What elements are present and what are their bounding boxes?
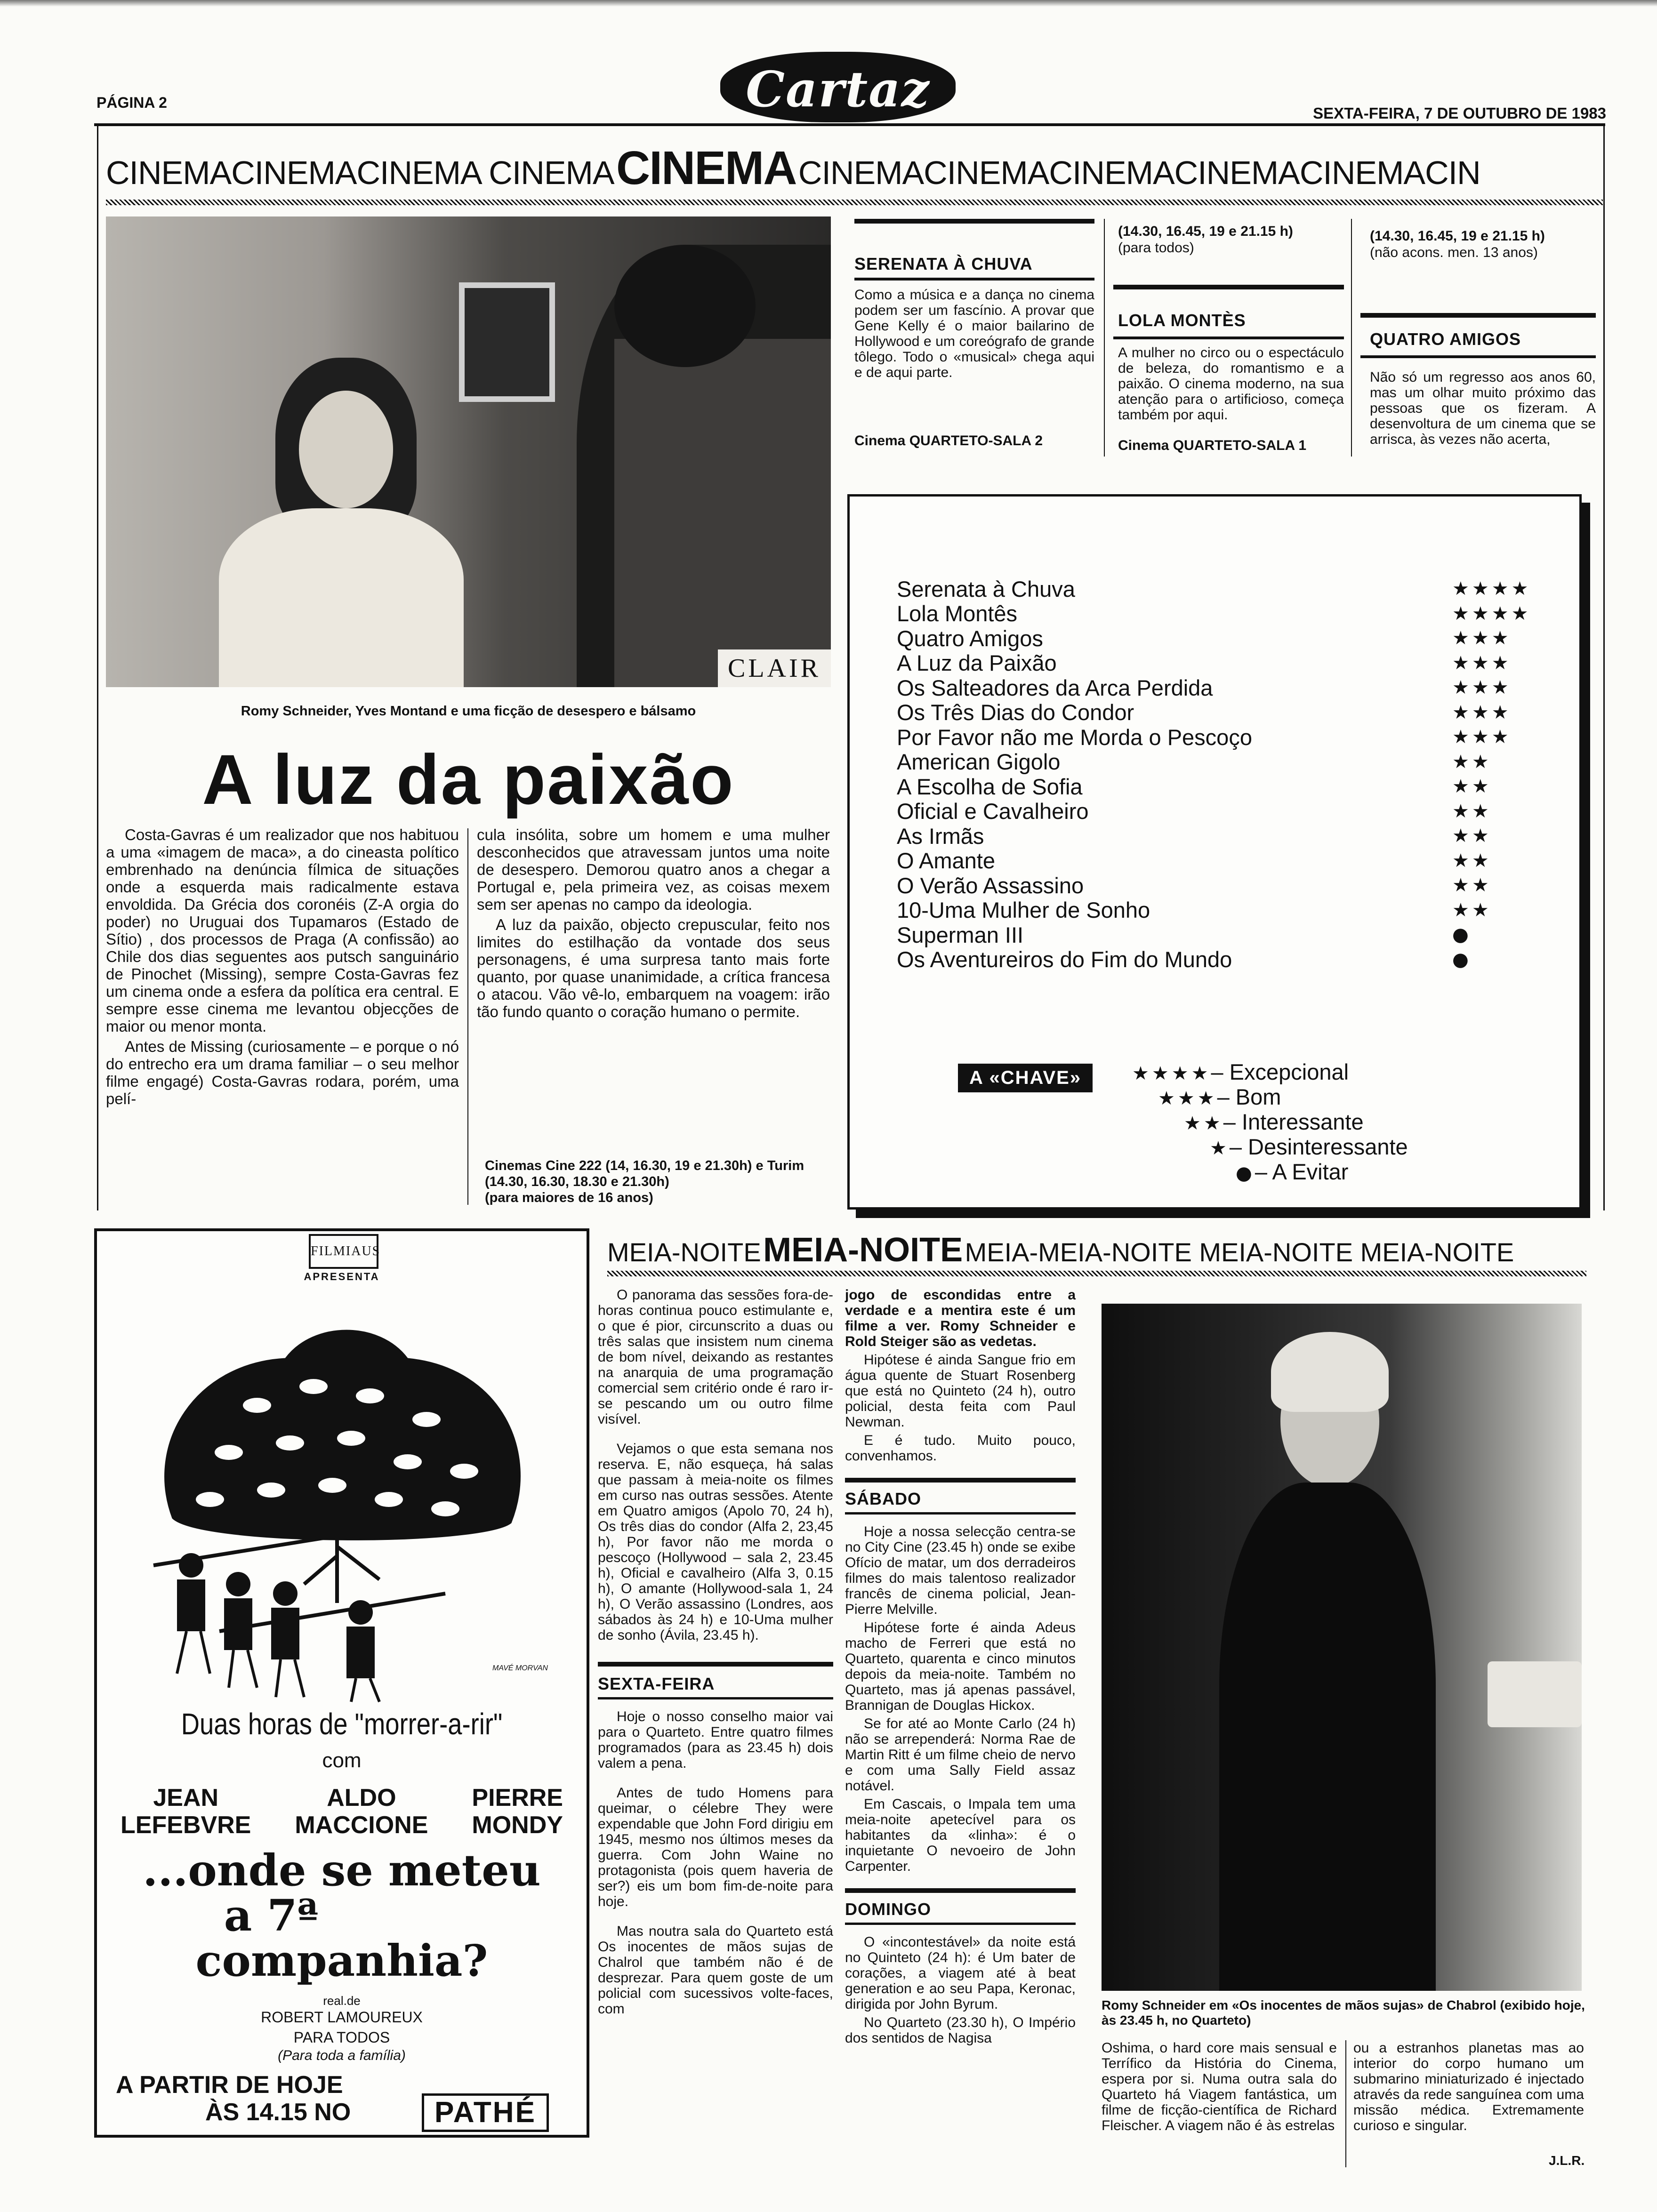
midnight-paragraph: Hipótese forte é ainda Adeus macho de Ferreri que está no Quarteto, quarenta e cinco minutos depois da meia-noite. Também no Quarteto, mas já apenas passável, Brannigan de Douglas Hickox. [845,1620,1076,1713]
logo-text: Cartaz [746,60,930,118]
rating-stars: ★★★ [1452,627,1512,649]
rating-row [897,700,1546,725]
key-row [1132,1084,1509,1109]
cinema-banner-right: CINEMACINEMACINEMACINEMACINEMACIN [798,154,1480,191]
romy-schneider-photo [1102,1304,1582,1991]
midnight-paragraph: jogo de escondidas entre a verdade e a mentira este é um filme a ver. Romy Schneider e Rold Steiger são as vedetas. [845,1287,1076,1349]
rating-row [897,750,1546,775]
midnight-paragraph: O «incontestável» da noite está no Quinteto (24 h): é Um bater de corações, a viagem até à beat generation e ao seu Papa, Keronac, dirigida por John Byrum. [845,1934,1076,2012]
cartoon-tree-soldiers-illustration [116,1302,568,1707]
midnight-paragraph: Em Cascais, o Impala tem uma meia-noite apetecível para os habitantes da «linha»: é o inquietante O nevoeiro de John Carpenter. [845,1796,1076,1874]
midnight-bottom-column-2: ou a estranhos planetas mas ao interior do corpo humano um submarino miniaturizado é injectado através da rede sanguínea com uma missão médica. Extremamente curioso e singular. [1353,2040,1584,2133]
meia-noite-underline [607,1271,1586,1276]
ad-actors [121,1784,563,1839]
review-text: Não só um regresso aos anos 60, mas um olhar muito próximo das pessoas que os fizeram. A desenvoltura de um cinema que se arrisca, às vezes não acerta, [1370,369,1596,447]
key-symbol: ★★★★ [1132,1063,1211,1084]
rating-row [897,898,1546,923]
cinema-banner-center: CINEMA [616,142,796,194]
key-row [1132,1059,1509,1084]
meia-noite-banner-a: MEIA-NOITE [607,1237,761,1267]
rating-film-title: O Amante [897,848,995,874]
midnight-paragraph: Hoje a nossa selecção centra-se no City Cine (23.45 h) onde se exibe Ofício de matar, um dos derradeiros filmes do mais talentoso realizador francês de cinema policial, Jean-Pierre Melville. [845,1524,1076,1617]
midnight-bottom-column-1: Oshima, o hard core mais sensual e Terrífico da História do Cinema, espera por si. Numa outra sala do Quarteto há Viagem fantástica, um filme de ficção-científica de Richard Fleischer. A viagem não é às estrelas [1102,2040,1337,2133]
rating-stars: ★★★ [1452,726,1512,748]
film-still-photo [106,216,831,687]
logo [720,47,956,127]
midnight-paragraph: Se for até ao Monte Carlo (24 h) não se arrependerá: Norma Rae de Martin Ritt é um filme cheio de nervo e com uma Sally Field assaz notável. [845,1716,1076,1794]
rating-row [897,947,1546,972]
ratings-box [847,494,1582,1210]
banner-underline [106,200,1603,205]
rating-stars: ★★ [1452,899,1492,921]
cinemas-age: (para maiores de 16 anos) [485,1190,653,1205]
key-symbol: ★★★ [1158,1088,1217,1109]
key-text: – A Evitar [1255,1159,1349,1184]
scan-edge [0,0,1657,7]
film-advertisement [94,1228,589,2138]
midnight-paragraph: O panorama das sessões fora-de-horas continua pouco estimulante e, o que é pior, circunscrito a duas ou três salas que insistem num cinema de bom nível, deixando as restantes na anarquia de uma programação comercial sem critério onde é raro ir-se pescando um ou outro filme visível. [598,1287,833,1427]
midnight-paragraph: E é tudo. Muito pouco, convenhamos. [845,1433,1076,1464]
key-row [1132,1159,1509,1184]
rating-row [897,577,1546,601]
rating-row [897,873,1546,898]
key-symbol: ● [1236,1162,1255,1184]
rating-film-title: Os Três Dias do Condor [897,700,1134,725]
rating-film-title: Quatro Amigos [897,625,1043,651]
rating-film-title: 10-Uma Mulher de Sonho [897,898,1150,923]
column-divider [1104,219,1105,457]
review-age: (para todos) [1118,240,1194,256]
rating-stars: ★★ [1452,776,1492,798]
section-domingo: DOMINGO [845,1899,931,1919]
rating-row [897,651,1546,676]
rating-film-title: Os Aventureiros do Fim do Mundo [897,947,1232,972]
rating-stars: ★★ [1452,850,1492,872]
ad-tagline: Duas horas de "morrer-a-rir" [181,1707,503,1741]
ad-title-line-1: ...onde se meteu [143,1845,541,1896]
ad-release-line-2: ÀS 14.15 NO [205,2099,351,2126]
rating-stars: ★★★★ [1452,602,1531,625]
review-text: Como a música e a dança no cinema podem ser um fascínio. A provar que Gene Kelly é o maior bailarino de Hollywood e um coreógrafo de grande tôlego. Todo o «musical» chega aqui e de aqui parte. [854,287,1094,380]
midnight-paragraph: Mas noutra sala do Quarteto está Os inocentes de mãos sujas de Chalrol que também não é de desprezar. Para quem goste de um policial com sucessivos volte-faces, com [598,1923,833,2017]
section-sabado: SÁBADO [845,1489,922,1508]
ad-rating-note: (Para toda a família) [278,2048,406,2063]
section-sexta: SEXTA-FEIRA [598,1674,715,1693]
author-signature: J.L.R. [1549,2153,1585,2168]
key-row [1132,1134,1509,1159]
review-title: LOLA MONTÈS [1118,311,1246,330]
article-paragraph: A luz da paixão, objecto crepuscular, feito nos limites do estilhação da vontade dos seus personagens, é uma surpresa tanto mais forte quanto, por quase unanimidade, a crítica francesa o atacou. Vão vê-lo, embarquem na voagem: irão tão fundo quanto o coração humano o permite. [477,916,830,1020]
ad-title-line-2: a 7ª [224,1890,319,1941]
actor-mondy: PIERRE MONDY [472,1784,563,1839]
rating-stars: ★★ [1452,751,1492,773]
review-cinema: Cinema QUARTETO-SALA 1 [1118,438,1307,453]
ad-film-title [97,1845,587,1986]
rating-film-title: Superman III [897,922,1024,947]
midnight-column-2 [845,1287,1076,2046]
article-column-1 [106,826,459,1107]
rating-row [897,824,1546,849]
key-row [1132,1109,1509,1134]
key-text: – Desinteressante [1229,1134,1408,1159]
rating-film-title: Serenata à Chuva [897,576,1075,601]
frame-left [97,123,98,1210]
frame-right [1603,123,1605,1210]
column-divider [1351,219,1352,457]
review-cinema: Cinema QUARTETO-SALA 2 [854,433,1043,449]
review-age: (não acons. men. 13 anos) [1370,245,1538,260]
ad-director: ROBERT LAMOUREUX [261,2009,423,2026]
ad-title-line-3: companhia? [195,1935,488,1986]
rating-stars: ★★ [1452,800,1492,822]
rating-stars: ★★★ [1452,701,1512,723]
rating-film-title: As Irmãs [897,823,984,849]
ad-rating: PARA TODOS [293,2029,390,2046]
key-list [1132,1059,1509,1184]
presenter-logo: FILMIAUS [309,1234,378,1269]
meia-noite-banner-b: MEIA-NOITE [763,1231,963,1269]
article-paragraph: Costa-Gavras é um realizador que nos habituou a uma «imagem de maca», a do cineasta político embrenhado na denúncia fílmica de situações onde a esquerda mais radicalmente estava envoldida. Da Grécia dos coronéis (Z-A orgia do poder) no Uruguai dos Tupamaros (Estado de Sítio) , dos processos de Praga (A confissão) ao Chile dos dias seguentes aos putsch sanguinário de Pinochet (Missing), sempre Costa-Gavras fez um cinema onde a esfera da política era central. E sempre esse cinema me levantou objecções de maior ou menor monta. [106,826,459,1035]
ad-presents: APRESENTA [304,1271,380,1282]
photo-watermark: CLAIR [718,649,831,687]
rating-avoid-dot: ● [1452,924,1472,946]
article-column-2 [477,826,830,1020]
ratings-list [897,577,1546,972]
midnight-paragraph: Hoje o nosso conselho maior vai para o Quarteto. Entre quatro filmes programados (para as 23.45 h) dois valem a pena. [598,1709,833,1771]
key-text: – Bom [1217,1084,1281,1109]
rating-avoid-dot: ● [1452,948,1472,970]
midnight-paragraph: Hipótese é ainda Sangue frio em água quente de Stuart Rosenberg que está no Quinteto (24 h), outro policial, desta feita com Paul Newman. [845,1352,1076,1430]
top-rule [94,123,1605,126]
cinema-banner-left: CINEMACINEMACINEMA CINEMA [106,154,614,191]
rating-film-title: Oficial e Cavalheiro [897,799,1089,824]
meia-noite-banner-c: MEIA-MEIA-NOITE MEIA-NOITE MEIA-NOITE [965,1237,1514,1267]
headline: A luz da paixão [202,740,735,819]
rating-film-title: Por Favor não me Morda o Pescoço [897,724,1252,750]
rating-row [897,774,1546,799]
review-title: QUATRO AMIGOS [1370,329,1521,349]
rating-film-title: American Gigolo [897,749,1061,775]
rating-film-title: A Escolha de Sofia [897,774,1083,799]
article-paragraph: cula insólita, sobre um homem e uma mulher desconhecidos que atravessam juntos uma noite de desespero. Demorou quatro anos a chegar a Portugal e, pela primeira vez, as coisas mexem sem ser apenas no campo da ideologia. [477,826,830,913]
artist-signature: MAVÉ MORVAN [492,1664,548,1672]
ad-with: com [322,1749,362,1772]
key-text: – Interessante [1223,1109,1364,1134]
key-symbol: ★ [1210,1138,1230,1159]
rating-row [897,601,1546,626]
cinemas-label: Cinemas [485,1158,542,1173]
ad-director-pre: real.de [323,1994,361,2008]
cinema-banner [106,141,1603,202]
rating-stars: ★★★★ [1452,578,1531,600]
actor-maccione: ALDO MACCIONE [295,1784,428,1839]
page-label: PÁGINA 2 [97,94,167,111]
meia-noite-banner [607,1231,1586,1269]
photo-caption: Romy Schneider, Yves Montand e uma ficção de desespero e bálsamo [241,704,696,719]
rating-row [897,725,1546,750]
review-title: SERENATA À CHUVA [854,254,1033,273]
rating-row [897,675,1546,700]
rating-stars: ★★★ [1452,652,1512,674]
article-cinemas [485,1158,833,1206]
ad-release [116,2071,351,2126]
rating-stars: ★★ [1452,874,1492,897]
page-date: SEXTA-FEIRA, 7 DE OUTUBRO DE 1983 [1313,104,1606,122]
ad-venue: PATHÉ [422,2093,549,2132]
rating-row [897,922,1546,947]
ad-release-line-1: A PARTIR DE HOJE [116,2071,343,2099]
rating-stars: ★★★ [1452,677,1512,699]
rating-film-title: O Verão Assassino [897,873,1084,898]
cinemas-text: Cine 222 (14, 16.30, 19 e 21.30h) e Turim (14.30, 16.30, 18.30 e 21.30h) [485,1158,804,1189]
midnight-column-1 [598,1287,833,2017]
key-text: – Excepcional [1211,1059,1349,1084]
rating-row [897,799,1546,824]
column-divider [1345,2040,1346,2167]
midnight-paragraph: Vejamos o que esta semana nos reserva. E, não esqueça, há salas que passam à meia-noite os filmes em curso nas outras sessões. Atente em Quatro amigos (Apolo 70, 24 h), Os três dias do condor (Alfa 2, 23,45 h), Por favor não me morda o pescoço (Hollywood – sala 2, 23.45 h), Oficial e cavalheiro (Alfa 3, 0.15 h), O amante (Hollywood-sala 1, 24 h), O Verão assassino (Londres, aos sábados às 24 h) e 10-Uma mulher de sonho (Ávila, 23.45 h). [598,1441,833,1643]
key-symbol: ★★ [1184,1113,1223,1134]
midnight-paragraph: No Quarteto (23.30 h), O Império dos sentidos de Nagisa [845,2015,1076,2046]
actor-lefebvre: JEAN LEFEBVRE [121,1784,251,1839]
review-times: (14.30, 16.45, 19 e 21.15 h) [1370,228,1545,244]
article-paragraph: Antes de Missing (curiosamente – e porque o nó do entrecho era um drama familiar – o seu melhor filme engagé) Costa-Gavras rodara, porém, uma pelí- [106,1038,459,1107]
review-times: (14.30, 16.45, 19 e 21.15 h) [1118,224,1293,239]
rating-stars: ★★ [1452,825,1492,847]
rating-film-title: Os Salteadores da Arca Perdida [897,675,1213,700]
review-text: A mulher no circo ou o espectáculo de beleza, do romantismo e a paixão. O cinema moderno, na sua atenção para o artificioso, começa também por aqui. [1118,345,1344,423]
rating-film-title: Lola Montês [897,601,1018,626]
rating-row [897,849,1546,874]
rating-row [897,626,1546,651]
rating-film-title: A Luz da Paixão [897,650,1057,676]
midnight-paragraph: Antes de tudo Homens para queimar, o célebre They were expendable que John Ford dirigiu em 1945, mesmo nos últimos meses da guerra. Com John Waine no protagonista (pois quem haveria de ser?) eis um bom fim-de-noite para hoje. [598,1785,833,1909]
key-label: A «CHAVE» [958,1064,1093,1092]
midnight-photo-caption: Romy Schneider em «Os inocentes de mãos sujas» de Chabrol (exibido hoje, às 23.45 h, no Quarteto) [1102,1998,1585,2028]
column-divider [467,828,468,1205]
